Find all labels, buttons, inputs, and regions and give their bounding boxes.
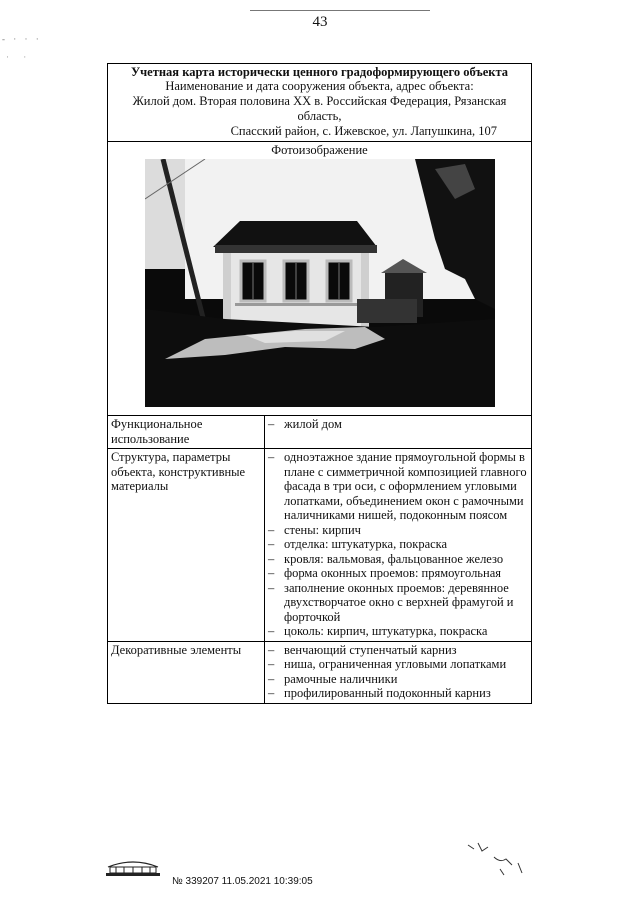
list-item-text: одноэтажное здание прямоугольной формы в плане с симметричной композицией главного фасада в три оси, с оформлением угловыми лопатками, объединением окон с рамочными наличниками нишей, подоконным поясом (284, 450, 527, 522)
dash-marker: – (268, 580, 275, 595)
house-photo (145, 159, 495, 407)
page-number: 43 (312, 14, 328, 30)
list-item (268, 624, 528, 639)
list-item-text: профилированный подоконный карниз (284, 686, 491, 700)
table-row (108, 641, 531, 703)
list-item-text: рамочные наличники (284, 671, 398, 686)
list-item-text: жилой дом (284, 417, 342, 431)
photo-label: Фотоизображение (271, 143, 368, 157)
registry-logo-icon (102, 855, 164, 877)
row-label: Структура, параметры объекта, конструктивные материалы (108, 449, 265, 642)
list-item-text: ниша, ограниченная угловыми лопатками (284, 657, 507, 671)
list-item-text: форма оконных проемов: прямоугольная (284, 566, 501, 580)
margin-marks: - · · · (2, 34, 42, 44)
dash-marker: – (268, 657, 275, 671)
card-header (108, 64, 531, 142)
top-rule (250, 10, 430, 11)
list-item (268, 657, 528, 672)
list-item (268, 417, 528, 432)
list-item (268, 643, 528, 658)
table-row (108, 449, 531, 642)
photo-section (108, 142, 531, 416)
dash-marker: – (268, 671, 275, 686)
row-label: Функциональное использование (108, 416, 265, 449)
list-item (268, 581, 528, 625)
dash-marker: – (268, 522, 275, 537)
registration-card (107, 63, 532, 704)
dash-marker: – (268, 551, 275, 566)
object-name-line: Жилой дом. Вторая половина XX в. Российская Федерация, Рязанская область, (132, 94, 507, 123)
dash-marker: – (268, 642, 275, 657)
dash-marker: – (268, 417, 275, 431)
dash-marker: – (268, 566, 275, 580)
row-values (265, 641, 532, 703)
object-address-line: Спасский район, с. Ижевское, ул. Лапушкина, 107 (230, 124, 497, 138)
signature-icon (460, 835, 530, 880)
list-item-text: венчающий ступенчатый карниз (284, 642, 457, 657)
dash-marker: – (268, 624, 275, 638)
row-values (265, 416, 532, 449)
list-item-text: кровля: вальмовая, фальцованное железо (284, 551, 504, 566)
dash-marker: – (268, 450, 275, 464)
list-item (268, 450, 528, 523)
card-title: Учетная карта исторически ценного градоформирующего объекта (130, 65, 509, 79)
document-stamp: № 339207 11.05.2021 10:39:05 (172, 876, 313, 887)
list-item-text: цоколь: кирпич, штукатурка, покраска (284, 624, 488, 638)
list-item (268, 566, 528, 581)
list-item (268, 523, 528, 538)
object-name-line: Наименование и дата сооружения объекта, адрес объекта: (165, 79, 474, 93)
list-item-text: отделка: штукатурка, покраска (284, 537, 448, 551)
house-photo-image (145, 159, 495, 407)
table-row (108, 416, 531, 449)
object-name-block (110, 79, 529, 139)
list-item (268, 537, 528, 552)
properties-table (108, 416, 531, 703)
dash-marker: – (268, 686, 275, 700)
margin-marks-secondary: · · (6, 52, 33, 62)
list-item-text: заполнение оконных проемов: деревянное двухстворчатое окно с верхней фрамугой и форточкой (284, 580, 514, 624)
dash-marker: – (268, 537, 275, 551)
row-label: Декоративные элементы (108, 641, 265, 703)
row-values (265, 449, 532, 642)
list-item (268, 672, 528, 687)
list-item (268, 686, 528, 701)
list-item-text: стены: кирпич (284, 522, 361, 537)
list-item (268, 552, 528, 567)
